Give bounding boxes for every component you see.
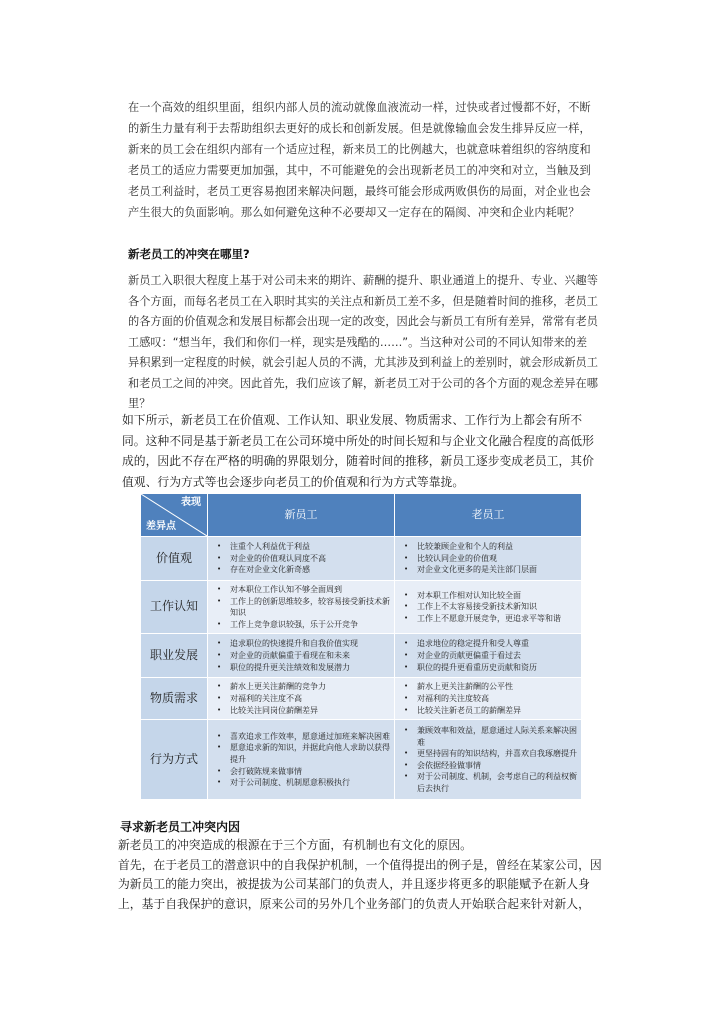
cell-new-employee [208,581,395,634]
corner-label-top: 表现 [181,497,201,508]
table-corner-cell [141,494,208,537]
section-heading-causes: 寻求新老员工冲突内因 [120,820,241,834]
table-row [141,720,582,800]
cell-new-employee [208,537,395,581]
cell-old-employee [395,720,582,800]
corner-label-bottom: 差异点 [146,521,176,533]
bullet-list [395,638,581,673]
column-header-new: 新员工 [208,494,395,537]
row-label: 物质需求 [141,678,208,720]
bullet-list [395,681,581,716]
cell-new-employee [208,678,395,720]
list-item: • 更坚持固有的知识结构，并喜欢自我琢磨提升 [417,748,577,760]
list-item: • 兼顾效率和效益，愿意通过人际关系来解决困难 [417,725,577,748]
bullet-list [208,681,394,716]
list-item: • 会打破陈规来做事情 [230,766,390,778]
bullet-list [395,541,581,576]
list-item: • 对本职工作相对认知比较全面 [417,590,577,602]
conflict-paragraph: 新员工入职很大程度上基于对公司未来的期许、薪酬的提升、职业通道上的提升、专业、兴趣等各个方面，而每名老员工在入职时其实的关注点和新员工差不多，但是随着时间的推移，老员工的各方面的价值观念和发展目标都会出现一定的改变，因此会与新员工有所有差异，常常有老员工感叹：“想当年，我们和你们一样，现实是残酷的……”。当这种对公司的不同认知带来的差异积累到一定程度的时候，就会引起人员的不满，尤其涉及到利益上的差别时，就会形成新员工和老员工之间的冲突。因此首先，我们应该了解，新老员工对于公司的各个方面的观念差异在哪里？ [128,274,598,410]
table-header-row [141,494,582,537]
list-item: • 职位的提升更看重历史贡献和资历 [417,662,577,674]
row-label: 工作认知 [141,581,208,634]
list-item: • 追求职位的快速提升和自我价值实现 [230,638,390,650]
bullet-list [208,731,394,789]
bullet-list [208,584,394,630]
table-row [141,537,582,581]
table-row [141,581,582,634]
row-label: 价值观 [141,537,208,581]
list-item: • 注重个人利益优于利益 [230,541,390,553]
list-item: • 工作上不愿意开展竞争，更追求平等和谐 [417,613,577,625]
list-item: • 对企业的价值观认同度不高 [230,553,390,565]
list-item: • 比较关注新老员工的薪酬差异 [417,705,577,717]
cell-new-employee [208,720,395,800]
row-label: 职业发展 [141,634,208,678]
differences-table [140,493,582,800]
table-row [141,678,582,720]
list-item: • 对企业的贡献更偏重于看过去 [417,650,577,662]
cell-old-employee [395,634,582,678]
table-row [141,634,582,678]
differences-intro-paragraph: 如下所示，新老员工在价值观、工作认知、职业发展、物质需求、工作行为上都会有所不同。这种不同是基于新老员工在公司环境中所处的时间长短和与企业文化融合程度的高低形成的，因此不存在严格的明确的界限划分，随着时间的推移，新员工逐步变成老员工，其价值观、行为方式等也会逐步向老员工的价值观和行为方式等靠拢。 [122,413,594,489]
list-item: • 职位的提升更关注绩效和发展潜力 [230,662,390,674]
list-item: • 比较关注同岗位薪酬差异 [230,705,390,717]
bullet-list [395,725,581,795]
causes-paragraph: 新老员工的冲突造成的根源在于三个方面，有机制也有文化的原因。 首先，在于老员工的潜意识中的自我保护机制，一个值得提出的例子是，曾经在某家公司，因为新员工的能力突出，被提拔为公司某部门的负责人，并且逐步将更多的职能赋予在新人身上，基于自我保护的意识，原来公司的另外几个业务部门的负责人开始联合起来针对新人， [118,838,602,911]
list-item: • 对企业的贡献偏重于看现在和未来 [230,650,390,662]
intro-paragraph: 在一个高效的组织里面，组织内部人员的流动就像血液流动一样，过快或者过慢都不好，不断的新生力量有利于去帮助组织去更好的成长和创新发展。但是就像输血会发生排异反应一样，新来的员工会在组织内部有一个适应过程，新来员工的比例越大，也就意味着组织的容纳度和老员工的适应力需要更加加强，其中，不可能避免的会出现新老员工的冲突和对立，当触及到老员工利益时，老员工更容易抱团来解决问题，最终可能会形成两败俱伤的局面，对企业也会产生很大的负面影响。那么如何避免这种不必要却又一定存在的隔阂、冲突和企业内耗呢？ [128,101,591,219]
list-item: • 喜欢追求工作效率，愿意通过加班来解决困难 [230,731,390,743]
cell-old-employee [395,581,582,634]
row-label: 行为方式 [141,720,208,800]
list-item: • 会依据经验做事情 [417,760,577,772]
list-item: • 比较认同企业的价值观 [417,553,577,565]
list-item: • 对于公司制度、机制愿意积极执行 [230,777,390,789]
list-item: • 薪水上更关注薪酬的公平性 [417,681,577,693]
list-item: • 对福利的关注度较高 [417,693,577,705]
cell-old-employee [395,537,582,581]
bullet-list [208,638,394,673]
list-item: • 对福利的关注度不高 [230,693,390,705]
list-item: • 薪水上更关注薪酬的竞争力 [230,681,390,693]
bullet-list [395,590,581,625]
list-item: • 愿意追求新的知识，并据此向他人求助以获得提升 [230,742,390,765]
list-item: • 工作上的创新思维较多，较容易接受新技术新知识 [230,596,390,619]
list-item: • 比较兼顾企业和个人的利益 [417,541,577,553]
list-item: • 工作上不太容易接受新技术新知识 [417,601,577,613]
section-heading-conflict: 新老员工的冲突在哪里? [128,247,250,261]
list-item: • 对本职位工作认知不够全面周到 [230,584,390,596]
list-item: • 追求地位的稳定提升和受人尊重 [417,638,577,650]
cell-new-employee [208,634,395,678]
list-item: • 工作上竞争意识较强，乐于公开竞争 [230,619,390,631]
cell-old-employee [395,678,582,720]
list-item: • 对于公司制度、机制，会考虑自己的利益权衡后去执行 [417,771,577,794]
list-item: • 存在对企业文化新奇感 [230,564,390,576]
list-item: • 对企业文化更多的是关注部门层面 [417,564,577,576]
column-header-old: 老员工 [395,494,582,537]
table-body [141,537,582,800]
bullet-list [208,541,394,576]
